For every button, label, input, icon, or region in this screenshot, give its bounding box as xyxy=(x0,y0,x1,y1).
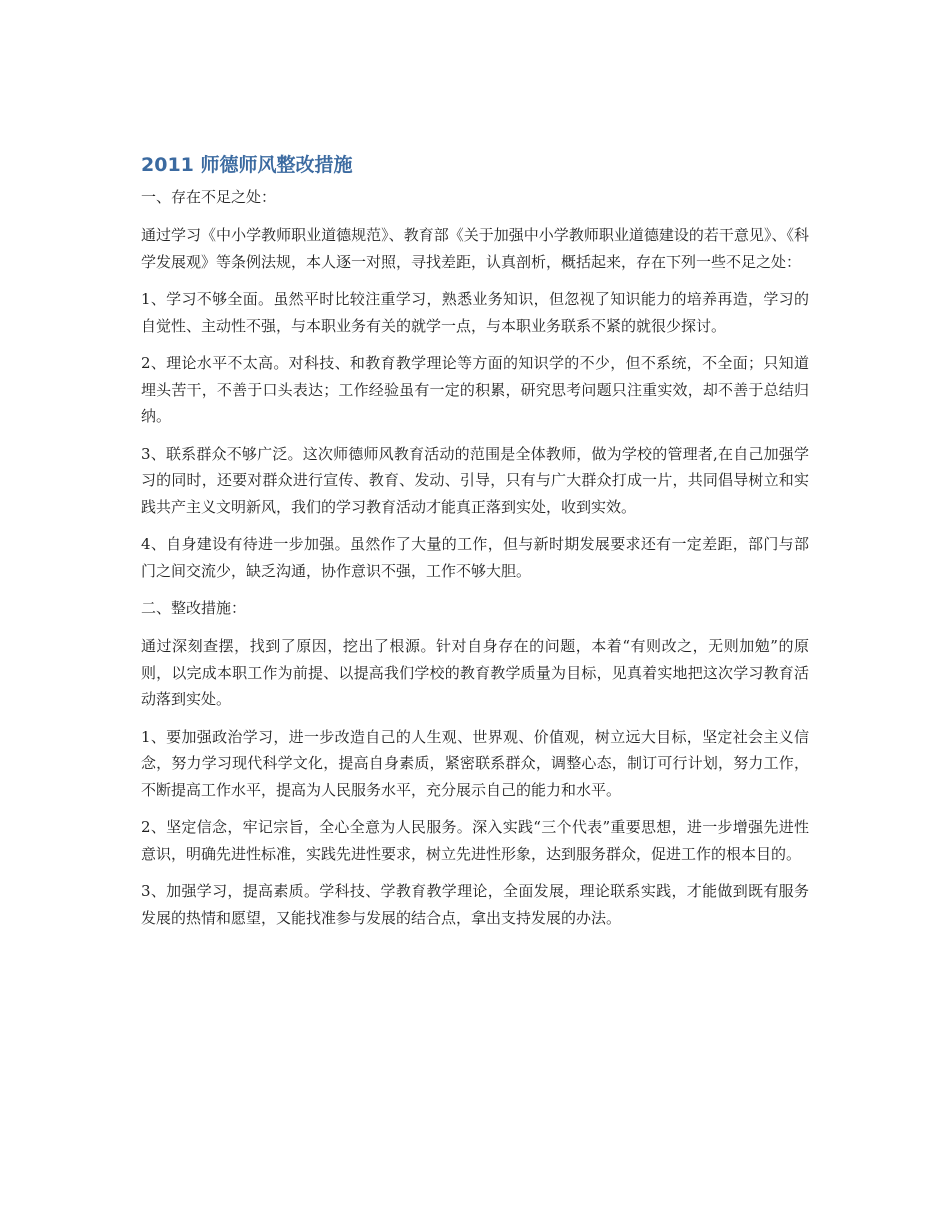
document-title: 2011 师德师风整改措施 xyxy=(141,154,353,176)
paragraph-measure-3: 3、加强学习，提高素质。学科技、学教育教学理论，全面发展，理论联系实践，才能做到既有服务发展的热情和愿望，又能找准参与发展的结合点，拿出支持发展的办法。 xyxy=(141,882,809,927)
section-heading-measures: 二、整改措施： xyxy=(141,599,247,617)
paragraph-measures-intro: 通过深刻查摆，找到了原因，挖出了根源。针对自身存在的问题，本着“有则改之，无则加勉”的原则，以完成本职工作为前提、以提高我们学校的教育教学质量为目标，见真着实地把这次学习教育活动落到实处。 xyxy=(141,637,809,708)
paragraph-measure-2: 2、坚定信念，牢记宗旨，全心全意为人民服务。深入实践“三个代表”重要思想，进一步增强先进性意识，明确先进性标准，实践先进性要求，树立先进性形象，达到服务群众，促进工作的根本目的。 xyxy=(141,818,809,863)
paragraph-deficiency-2: 2、理论水平不太高。对科技、和教育教学理论等方面的知识学的不少，但不系统，不全面；只知道埋头苦干，不善于口头表达；工作经验虽有一定的积累，研究思考问题只注重实效，却不善于总结归纳。 xyxy=(141,354,809,425)
section-heading-deficiencies: 一、存在不足之处： xyxy=(141,188,277,206)
paragraph-deficiency-1: 1、学习不够全面。虽然平时比较注重学习，熟悉业务知识，但忽视了知识能力的培养再造，学习的自觉性、主动性不强，与本职业务有关的就学一点，与本职业务联系不紧的就很少探讨。 xyxy=(141,290,809,335)
paragraph-deficiency-4: 4、自身建设有待进一步加强。虽然作了大量的工作，但与新时期发展要求还有一定差距，部门与部门之间交流少，缺乏沟通，协作意识不强，工作不够大胆。 xyxy=(141,535,809,580)
paragraph-deficiency-3: 3、联系群众不够广泛。这次师德师风教育活动的范围是全体教师，做为学校的管理者,在自己加强学习的同时，还要对群众进行宣传、教育、发动、引导，只有与广大群众打成一片，共同倡导树立和实践共产主义文明新风，我们的学习教育活动才能真正落到实处，收到实效。 xyxy=(141,444,809,516)
paragraph-measure-1: 1、要加强政治学习，进一步改造自己的人生观、世界观、价值观，树立远大目标，坚定社会主义信念，努力学习现代科学文化，提高自身素质，紧密联系群众，调整心态，制订可行计划，努力工作，不断提高工作水平，提高为人民服务水平，充分展示自己的能力和水平。 xyxy=(141,727,809,799)
document-page xyxy=(141,150,809,942)
paragraph-intro: 通过学习《中小学教师职业道德规范》、教育部《关于加强中小学教师职业道德建设的若干意见》、《科学发展观》等条例法规，本人逐一对照，寻找差距，认真剖析，概括起来，存在下列一些不足之处： xyxy=(141,226,809,271)
